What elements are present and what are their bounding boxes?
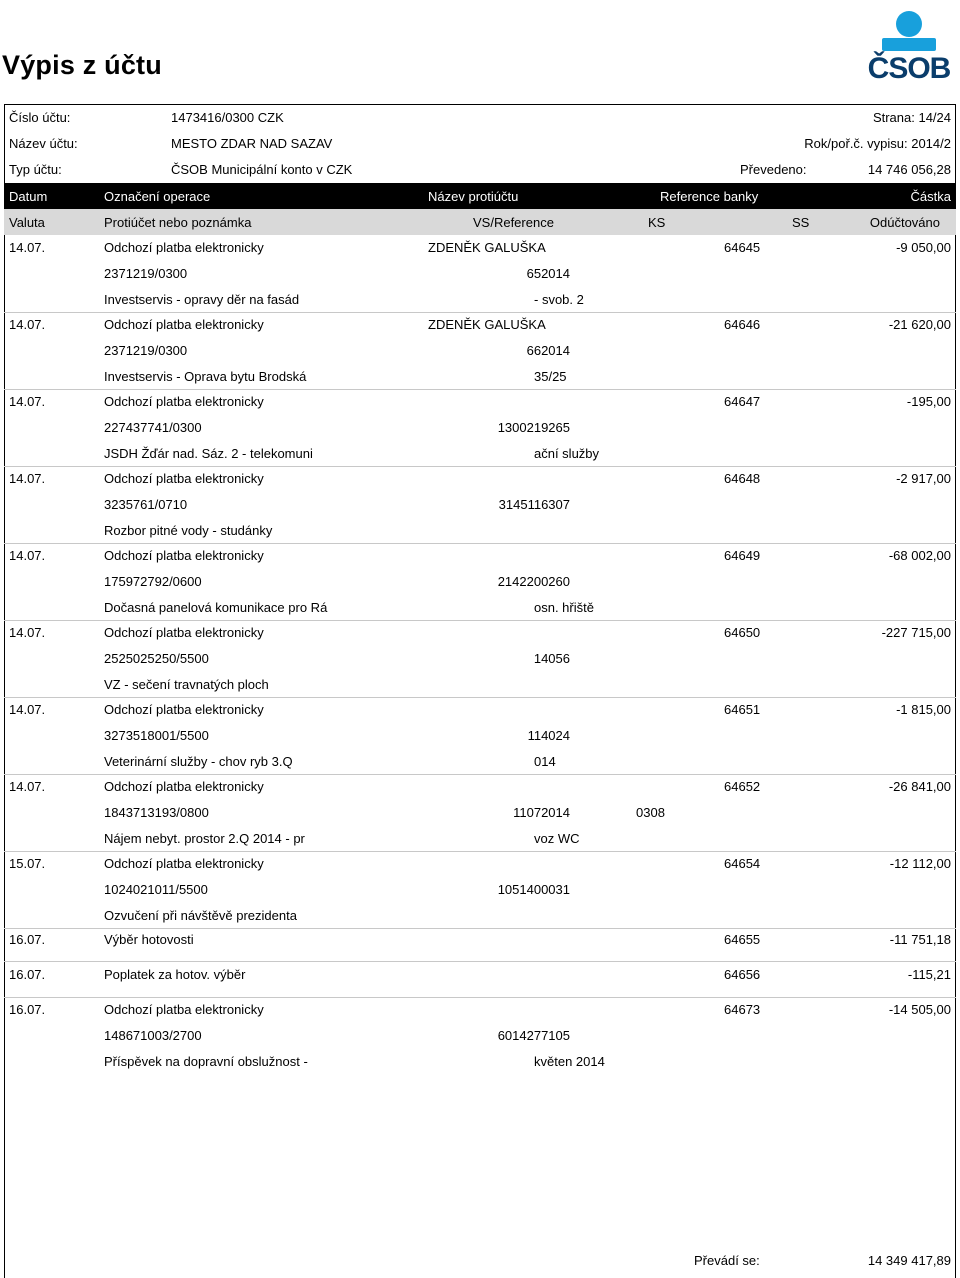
tx-note: VZ - sečení travnatých ploch xyxy=(104,677,269,692)
tx-counterparty: ZDENĚK GALUŠKA xyxy=(428,317,546,332)
col-vs-ref: VS/Reference xyxy=(473,215,554,230)
tx-vs: 1300219265 xyxy=(497,420,570,435)
tx-bank-ref: 64655 xyxy=(724,932,761,947)
tx-note: Příspěvek na dopravní obslužnost - xyxy=(104,1054,308,1069)
tx-vs: 11072014 xyxy=(513,805,570,820)
tx-vs: 114024 xyxy=(527,728,570,743)
tx-bank-ref: 64647 xyxy=(724,394,761,409)
tx-note: Rozbor pitné vody - studánky xyxy=(104,523,273,538)
transaction-row xyxy=(4,312,956,389)
tx-note-continued: osn. hřiště xyxy=(534,600,594,615)
tx-note-continued: ační služby xyxy=(534,446,600,461)
tx-note: Nájem nebyt. prostor 2.Q 2014 - pr xyxy=(104,831,305,846)
col-amount: Částka xyxy=(910,189,951,204)
tx-amount: -14 505,00 xyxy=(888,1002,951,1017)
tx-date: 14.07. xyxy=(9,702,46,717)
tx-note: JSDH Žďár nad. Sáz. 2 - telekomuni xyxy=(104,446,313,461)
tx-amount: -26 841,00 xyxy=(888,779,951,794)
tx-note-continued: - svob. 2 xyxy=(534,292,584,307)
tx-amount: -9 050,00 xyxy=(896,240,951,255)
csob-logo-mark xyxy=(862,8,956,54)
tx-date: 14.07. xyxy=(9,471,46,486)
tx-operation: Poplatek za hotov. výběr xyxy=(104,967,246,982)
tx-counter-account: 1843713193/0800 xyxy=(104,805,209,820)
tx-bank-ref: 64649 xyxy=(724,548,761,563)
column-header-row-1 xyxy=(4,183,956,209)
col-operation: Označení operace xyxy=(104,189,211,204)
tx-bank-ref: 64646 xyxy=(724,317,761,332)
tx-note-continued: voz WC xyxy=(534,831,580,846)
tx-operation: Odchozí platba elektronicky xyxy=(104,625,264,640)
tx-amount: -68 002,00 xyxy=(888,548,951,563)
tx-date: 14.07. xyxy=(9,779,46,794)
statement-number: Rok/poř.č. vypisu: 2014/2 xyxy=(804,136,951,151)
transaction-row xyxy=(4,928,956,961)
col-ks: KS xyxy=(648,215,666,230)
col-bank-ref: Reference banky xyxy=(660,189,759,204)
frame-top-border xyxy=(4,104,956,105)
tx-date: 16.07. xyxy=(9,932,46,947)
csob-logo-text: ČSOB xyxy=(867,52,951,85)
tx-counter-account: 1024021011/5500 xyxy=(104,882,208,897)
tx-counter-account: 2525025250/5500 xyxy=(104,651,209,666)
tx-bank-ref: 64648 xyxy=(724,471,761,486)
carry-forward-label: Převádí se: xyxy=(694,1253,760,1268)
tx-note: Ozvučení při návštěvě prezidenta xyxy=(104,908,297,923)
tx-note: Dočasná panelová komunikace pro Rá xyxy=(104,600,328,615)
tx-counter-account: 148671003/2700 xyxy=(104,1028,202,1043)
transaction-row xyxy=(4,466,956,543)
col-valuta: Valuta xyxy=(9,215,45,230)
tx-date: 14.07. xyxy=(9,394,46,409)
col-counter-account: Protiúčet nebo poznámka xyxy=(104,215,252,230)
tx-vs: 652014 xyxy=(526,266,570,281)
tx-date: 14.07. xyxy=(9,625,46,640)
tx-note: Veterinární služby - chov ryb 3.Q xyxy=(104,754,293,769)
tx-amount: -1 815,00 xyxy=(896,702,951,717)
tx-amount: -11 751,18 xyxy=(889,932,951,947)
account-number-label: Číslo účtu: xyxy=(9,110,71,125)
col-ss: SS xyxy=(792,215,810,230)
tx-vs: 2142200260 xyxy=(497,574,570,589)
transaction-row xyxy=(4,697,956,774)
tx-amount: -115,21 xyxy=(907,967,951,982)
tx-date: 14.07. xyxy=(9,548,46,563)
tx-date: 14.07. xyxy=(9,240,46,255)
transaction-row xyxy=(4,235,956,312)
tx-counter-account: 3273518001/5500 xyxy=(104,728,209,743)
tx-operation: Odchozí platba elektronicky xyxy=(104,856,264,871)
account-type-label: Typ účtu: xyxy=(9,162,62,177)
tx-counter-account: 2371219/0300 xyxy=(104,266,188,281)
tx-amount: -195,00 xyxy=(906,394,951,409)
tx-counter-account: 227437741/0300 xyxy=(104,420,202,435)
tx-operation: Odchozí platba elektronicky xyxy=(104,317,264,332)
tx-counter-account: 3235761/0710 xyxy=(104,497,188,512)
page-title: Výpis z účtu xyxy=(2,50,162,80)
tx-note-continued: 014 xyxy=(534,754,556,769)
tx-bank-ref: 64652 xyxy=(724,779,761,794)
tx-note: Investservis - opravy děr na fasád xyxy=(104,292,300,307)
tx-vs: 6014277105 xyxy=(497,1028,570,1043)
transaction-row xyxy=(4,389,956,466)
tx-vs: 1051400031 xyxy=(497,882,570,897)
tx-amount: -21 620,00 xyxy=(888,317,951,332)
tx-vs: 14056 xyxy=(533,651,570,666)
tx-date: 14.07. xyxy=(9,317,46,332)
tx-operation: Odchozí platba elektronicky xyxy=(104,1002,264,1017)
tx-note-continued: květen 2014 xyxy=(534,1054,605,1069)
tx-date: 16.07. xyxy=(9,967,46,982)
tx-amount: -12 112,00 xyxy=(889,856,951,871)
transaction-row xyxy=(4,997,956,1074)
tx-vs: 662014 xyxy=(526,343,570,358)
carry-forward-value: 14 349 417,89 xyxy=(867,1253,951,1268)
tx-note: Investservis - Oprava bytu Brodská xyxy=(104,369,307,384)
account-name-label: Název účtu: xyxy=(9,136,78,151)
tx-bank-ref: 64650 xyxy=(724,625,761,640)
tx-note-continued: 35/25 xyxy=(534,369,567,384)
tx-operation: Odchozí platba elektronicky xyxy=(104,240,264,255)
tx-counter-account: 2371219/0300 xyxy=(104,343,188,358)
tx-bank-ref: 64656 xyxy=(724,967,761,982)
tx-bank-ref: 64654 xyxy=(724,856,761,871)
tx-date: 16.07. xyxy=(9,1002,46,1017)
transaction-row xyxy=(4,774,956,851)
col-posted: Odúčtováno xyxy=(869,215,940,230)
page-indicator: Strana: 14/24 xyxy=(872,110,951,125)
csob-logo xyxy=(862,8,956,84)
tx-operation: Odchozí platba elektronicky xyxy=(104,548,264,563)
col-counterparty: Název protiúčtu xyxy=(428,189,519,204)
tx-amount: -227 715,00 xyxy=(881,625,951,640)
tx-ks: 0308 xyxy=(636,805,665,820)
tx-operation: Odchozí platba elektronicky xyxy=(104,471,264,486)
account-name: MESTO ZDAR NAD SAZAV xyxy=(171,136,333,151)
tx-amount: -2 917,00 xyxy=(896,471,951,486)
tx-operation: Odchozí platba elektronicky xyxy=(104,779,264,794)
carried-label: Převedeno: xyxy=(740,162,807,177)
column-header-row-2 xyxy=(4,209,956,235)
tx-operation: Odchozí platba elektronicky xyxy=(104,702,264,717)
tx-bank-ref: 64651 xyxy=(724,702,761,717)
tx-bank-ref: 64673 xyxy=(724,1002,761,1017)
tx-counterparty: ZDENĚK GALUŠKA xyxy=(428,240,546,255)
account-type: ČSOB Municipální konto v CZK xyxy=(171,162,353,177)
col-date: Datum xyxy=(9,189,48,204)
tx-bank-ref: 64645 xyxy=(724,240,761,255)
account-number: 1473416/0300 CZK xyxy=(171,110,284,125)
tx-operation: Výběr hotovosti xyxy=(104,932,194,947)
tx-date: 15.07. xyxy=(9,856,46,871)
tx-operation: Odchozí platba elektronicky xyxy=(104,394,264,409)
tx-vs: 3145116307 xyxy=(498,497,570,512)
transaction-row xyxy=(4,851,956,928)
tx-counter-account: 175972792/0600 xyxy=(104,574,202,589)
transaction-row xyxy=(4,620,956,697)
transaction-row xyxy=(4,961,956,997)
carried-value: 14 746 056,28 xyxy=(867,162,951,177)
transaction-row xyxy=(4,543,956,620)
